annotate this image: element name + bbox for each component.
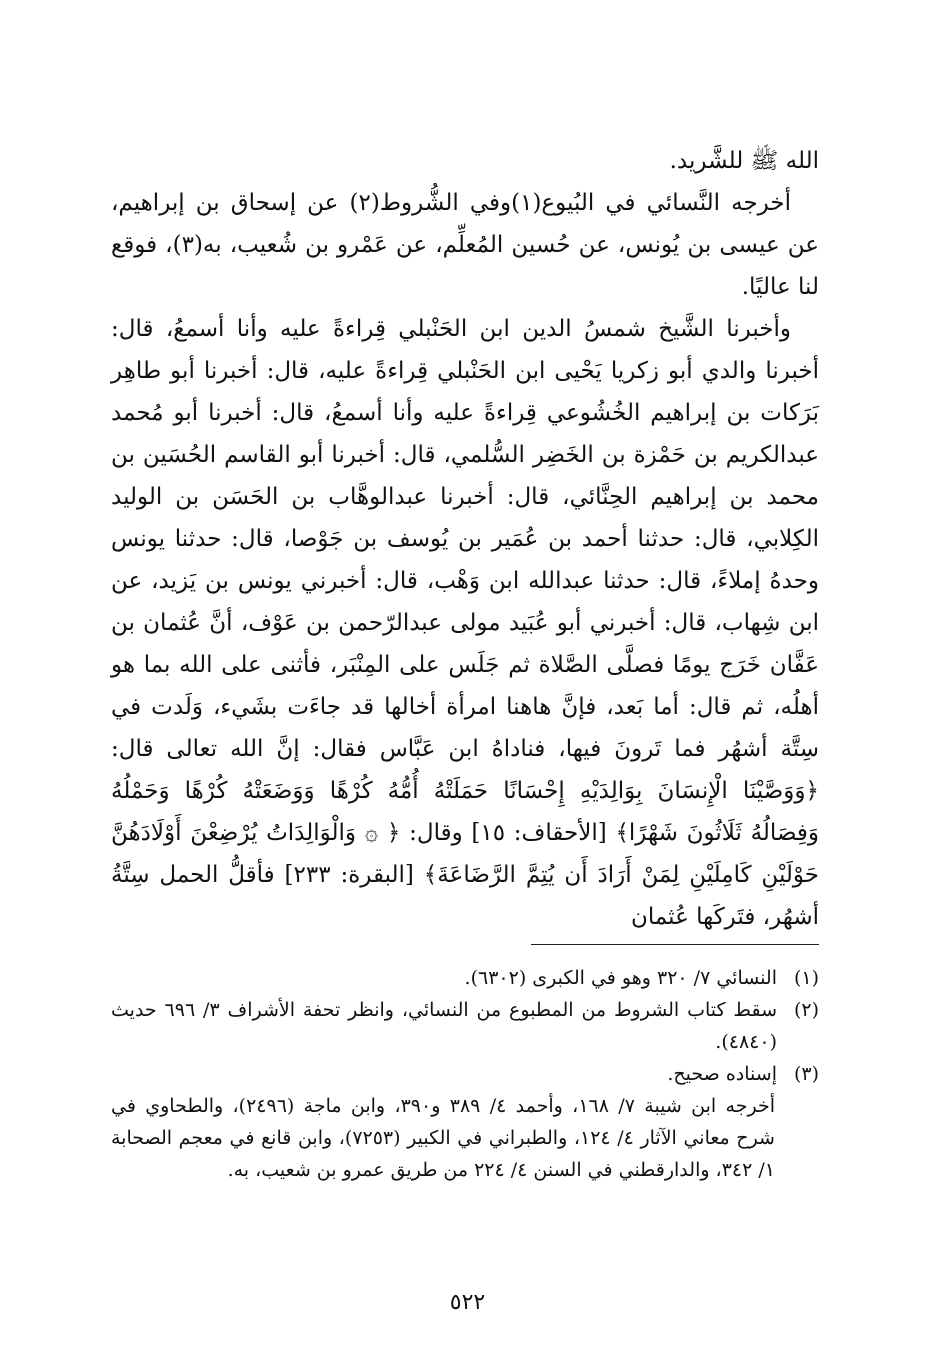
footnote-separator [531,944,819,945]
paragraph-hadith-chain: وأخبرنا الشَّيخ شمسُ الدين ابن الحَنْبلي قِراءةً عليه وأنا أسمعُ، قال: أخبرنا والدي أبو زكريا يَحْيى ابن الحَنْبلي قِراءةً عليه، قال: أخبرنا أبو طاهِر بَرَكات بن إبراهيم الخُشُوعي قِراءةً عليه وأنا أسمعُ، قال: أخبرنا أبو مُحمد عبدالكريم بن حَمْزة بن الخَضِر السُّلمي، قال: أخبرنا أبو القاسم الحُسَين بن محمد بن إبراهيم الحِنَّائي، قال: أخبرنا عبدالوهَّاب بن الحَسَن بن الوليد الكِلابي، قال: حدثنا أحمد بن عُمَير بن يُوسف بن جَوْصا، قال: حدثنا يونس وحدهُ إملاءً، قال: حدثنا عبدالله ابن وَهْب، قال: أخبرني يونس بن يَزيد، عن ابن شِهاب، قال: أخبرني أبو عُبَيد مولى عبدالرّحمن بن عَوْف، أنَّ عُثمان بن عَفَّان خَرَج يومًا فصلَّى الصَّلاة ثم جَلَس على المِنْبَر، فأثنى على الله بما هو أهلُه، ثم قال: أما بَعد، فإنَّ هاهنا امرأة أخالها قد جاءَت بشَيء، وَلَدت في سِتَّة أشهُر فما تَرونَ فيها، فناداهُ ابن عَبَّاس فقال: إنَّ الله تعالى قال: ﴿وَوَصَّيْنَا الْإِنسَانَ بِوَالِدَيْهِ إِحْسَانًا حَمَلَتْهُ أُمُّهُ كُرْهًا وَوَضَعَتْهُ كُرْهًا وَحَمْلُهُ وَفِصَالُهُ ثَلَاثُونَ شَهْرًا﴾ [الأحقاف: ١٥] وقال: ﴿ ۞ وَالْوَالِدَاتُ يُرْضِعْنَ أَوْلَادَهُنَّ حَوْلَيْنِ كَامِلَيْنِ لِمَنْ أَرَادَ أَن يُتِمَّ الرَّضَاعَةَ﴾ [البقرة: ٢٣٣] فأقلُّ الحمل سِتَّةُ أشهُر، فتَركَها عُثمان [111,316,819,930]
page-number: ٥٢٢ [449,1290,486,1315]
footnote-text: النسائي ٧/ ٣٢٠ وهو في الكبرى (٦٣٠٢). [464,967,777,989]
footnote-number: (١) [793,967,819,989]
continuation-line: الله ﷺ للشَّريد. [669,148,819,174]
footnote-text: إسناده صحيح. [667,1063,777,1085]
footnote-text: سقط كتاب الشروط من المطبوع من النسائي، وانظر تحفة الأشراف ٣/ ٦٩٦ حديث (٤٨٤٠). [111,999,777,1053]
footnote-number: (٢) [793,999,819,1021]
footnote-3-continuation: أخرجه ابن شيبة ٧/ ١٦٨، وأحمد ٤/ ٣٨٩ و٣٩٠، وابن ماجة (٢٤٩٦)، والطحاوي في شرح معاني الآثار ٤/ ١٢٤، والطبراني في الكبير (٧٢٥٣)، وابن قانع في معجم الصحابة ١/ ٣٤٢، والدارقطني في السنن ٤/ ٢٢٤ من طريق عمرو بن شعيب، به. [111,1095,775,1181]
footnotes [111,962,819,1186]
footnote-2 [111,994,819,1058]
main-text [111,140,819,938]
footnote-3 [111,1058,819,1090]
paragraph-takhrij: أخرجه النَّسائي في البُيوع(١)وفي الشُّروط(٢) عن إسحاق بن إبراهيم، عن عيسى بن يُونس، عن حُسين المُعلِّم، عن عَمْرو بن شُعيب، به(٣)، فوقع لنا عاليًا. [111,190,819,300]
footnote-number: (٣) [793,1063,819,1085]
footnote-1 [111,962,819,994]
